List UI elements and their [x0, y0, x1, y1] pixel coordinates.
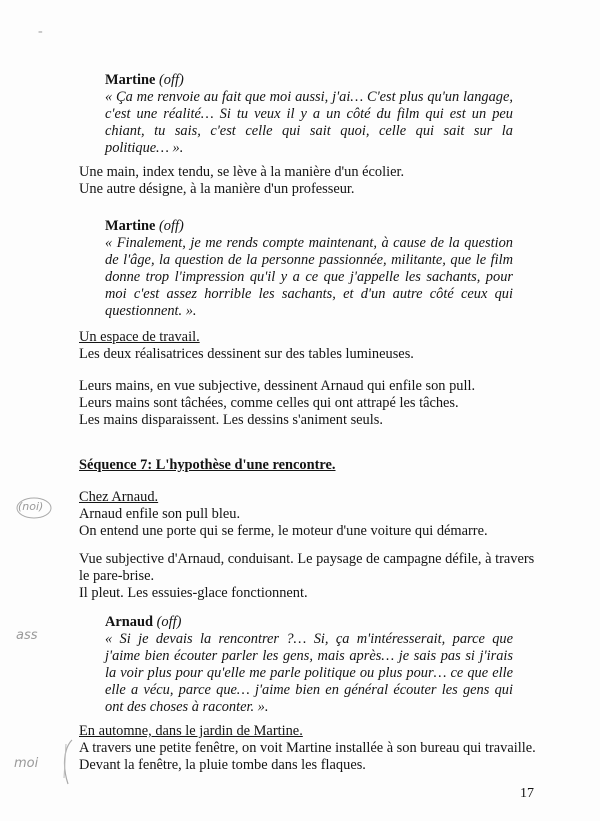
action-line: Une main, index tendu, se lève à la manière d'un écolier.	[79, 164, 405, 180]
action-line: Les mains disparaissent. Les dessins s'animent seuls.	[79, 412, 383, 428]
margin-note: moi	[14, 756, 39, 771]
action-line: Il pleut. Les essuies-glace fonctionnent.	[79, 585, 308, 601]
scribble-circle	[14, 495, 54, 521]
action-line: Vue subjective d'Arnaud, conduisant. Le paysage de campagne défile, à travers	[79, 551, 535, 567]
dialogue-line: chiant, tu sais, c'est celle qui sait quoi, celle qui sait sur la	[105, 123, 513, 139]
scene-line: Arnaud enfile son pull bleu.	[79, 506, 241, 522]
dialogue-line: j'aime bien écouter parler les gens, mais après… je sais pas si j'irais	[105, 648, 513, 664]
dialogue-line: questionnent. ».	[105, 303, 197, 319]
scene-line: Devant la fenêtre, la pluie tombe dans les flaques.	[79, 757, 366, 773]
dialogue-block-1	[105, 72, 513, 157]
scene-heading: Chez Arnaud.	[79, 489, 159, 505]
dialogue-line: elle a vécu, parce que… j'aime bien en général écouter les gens qui	[105, 682, 513, 698]
scene-heading: Un espace de travail.	[79, 329, 200, 345]
scene-heading: En automne, dans le jardin de Martine.	[79, 723, 303, 739]
dialogue-line: ont des choses à raconter. ».	[105, 699, 269, 715]
action-line: Leurs mains, en vue subjective, dessinent Arnaud qui enfile son pull.	[79, 378, 476, 394]
dialogue-line: moi c'est assez horrible les sachants, et d'un autre côté ceux qui	[105, 286, 513, 302]
scene-1	[79, 329, 539, 363]
scene-2	[79, 489, 539, 540]
margin-note: ass	[16, 628, 38, 643]
dialogue-block-2	[105, 218, 513, 320]
dialogue-line: de l'âge, la question de la personne passionnée, militante, que le film	[105, 252, 513, 268]
action-line: Une autre désigne, à la manière d'un professeur.	[79, 181, 355, 197]
action-line: Leurs mains sont tâchées, comme celles qui ont attrapé les tâches.	[79, 395, 459, 411]
dialogue-line: c'est une réalité… Si tu veux il y a un côté du film qui est un peu	[105, 106, 513, 122]
sequence-title: Séquence 7: L'hypothèse d'une rencontre.	[79, 457, 336, 473]
speaker-name: Martine (off)	[105, 218, 184, 234]
speaker-name: Martine (off)	[105, 72, 184, 88]
action-line: le pare-brise.	[79, 568, 155, 584]
dialogue-line: politique… ».	[105, 140, 184, 156]
scene-line: On entend une porte qui se ferme, le moteur d'une voiture qui démarre.	[79, 523, 488, 539]
corner-mark: -	[38, 24, 43, 39]
margin-bracket	[58, 738, 76, 786]
scene-line: Les deux réalisatrices dessinent sur des tables lumineuses.	[79, 346, 414, 362]
speaker-name: Arnaud (off)	[105, 614, 182, 630]
action-text-2	[79, 378, 539, 429]
dialogue-line: « Finalement, je me rends compte maintenant, à cause de la question	[105, 235, 513, 251]
margin-note: (noi)	[18, 500, 43, 513]
page-number: 17	[520, 786, 534, 801]
action-text-3	[79, 551, 539, 602]
dialogue-line: « Si je devais la rencontrer ?… Si, ça m'intéresserait, parce que	[105, 631, 513, 647]
scene-3	[79, 723, 549, 774]
dialogue-line: la voir plus pour qu'elle me parle politique ou plus pour… ce que elle	[105, 665, 513, 681]
scene-line: A travers une petite fenêtre, on voit Martine installée à son bureau qui travaille.	[79, 740, 536, 756]
dialogue-block-3	[105, 614, 513, 716]
action-text-1	[79, 164, 539, 198]
dialogue-line: « Ça me renvoie au fait que moi aussi, j'ai… C'est plus qu'un langage,	[105, 89, 513, 105]
dialogue-line: donne trop l'impression qu'il y a ce que j'appelle les sachants, pour	[105, 269, 513, 285]
